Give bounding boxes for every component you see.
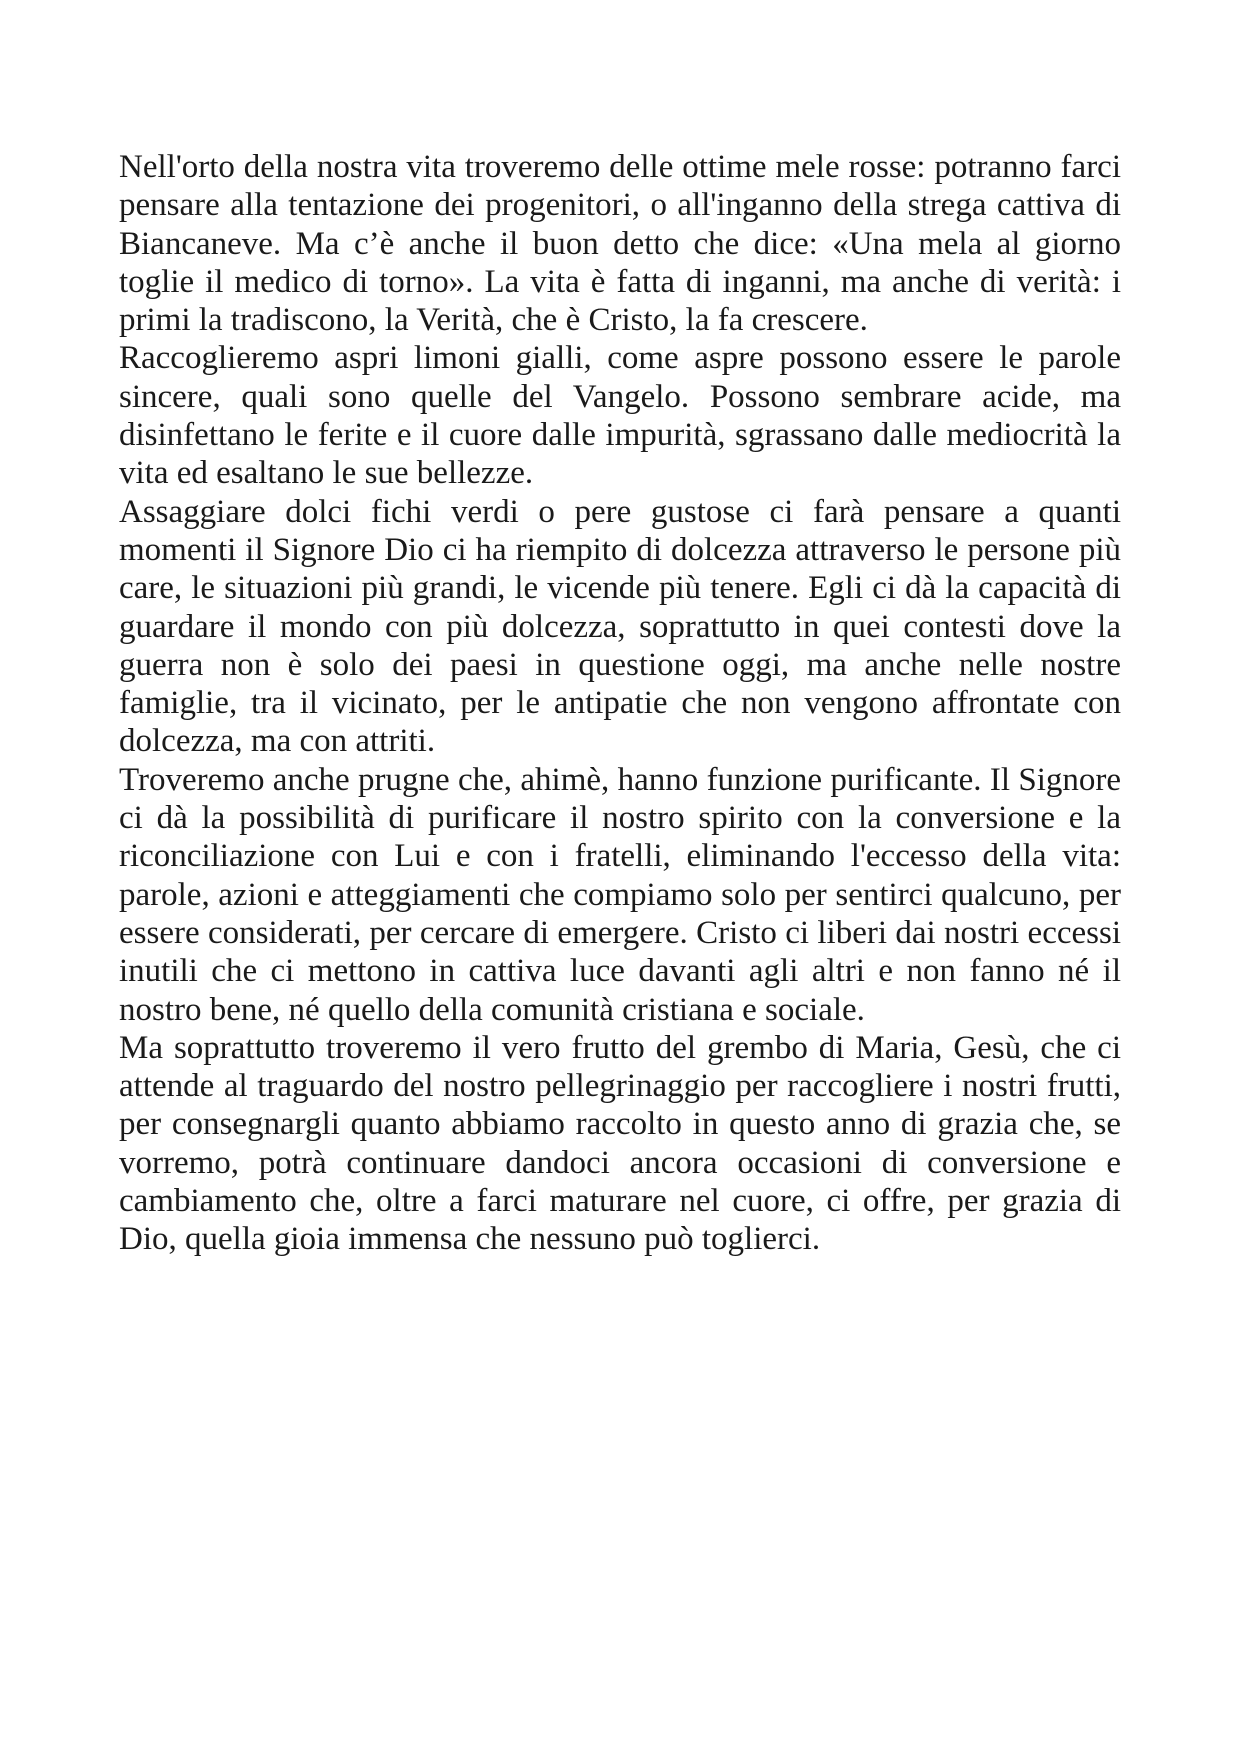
body-text [119,148,1121,1259]
paragraph-lemons: Raccoglieremo aspri limoni gialli, come aspre possono essere le parole sincere, quali sono quelle del Vangelo. Possono sembrare acide, ma disinfettano le ferite e il cuore dalle impurità, sgrassano dalle mediocrità la vita ed esaltano le sue bellezze. [119,340,1121,492]
paragraph-apples: Nell'orto della nostra vita troveremo delle ottime mele rosse: potranno farci pensare alla tentazione dei progenitori, o all'inganno della strega cattiva di Biancaneve. Ma c’è anche il buon detto che dice: «Una mela al giorno toglie il medico di torno». La vita è fatta di inganni, ma anche di verità: i primi la tradiscono, la Verità, che è Cristo, la fa crescere. [119,149,1121,339]
paragraph-fruit-of-womb: Ma soprattutto troveremo il vero frutto del grembo di Maria, Gesù, che ci attende al traguardo del nostro pellegrinaggio per raccogliere i nostri frutti, per consegnargli quanto abbiamo raccolto in questo anno di grazia che, se vorremo, potrà continuare dandoci ancora occasioni di conversione e cambiamento che, oltre a farci maturare nel cuore, ci offre, per grazia di Dio, quella gioia immensa che nessuno può toglierci. [119,1029,1121,1258]
paragraph-plums: Troveremo anche prugne che, ahimè, hanno funzione purificante. Il Signore ci dà la possibilità di purificare il nostro spirito con la conversione e la riconciliazione con Lui e con i fratelli, eliminando l'eccesso della vita: parole, azioni e atteggiamenti che compiamo solo per sentirci qualcuno, per essere considerati, per cercare di emergere. Cristo ci liberi dai nostri eccessi inutili che ci mettono in cattiva luce davanti agli altri e non fanno né il nostro bene, né quello della comunità cristiana e sociale. [119,761,1121,1028]
paragraph-figs-pears: Assaggiare dolci fichi verdi o pere gustose ci farà pensare a quanti momenti il Signore Dio ci ha riempito di dolcezza attraverso le persone più care, le situazioni più grandi, le vicende più tenere. Egli ci dà la capacità di guardare il mondo con più dolcezza, soprattutto in quei contesti dove la guerra non è solo dei paesi in questione oggi, ma anche nelle nostre famiglie, tra il vicinato, per le antipatie che non vengono affrontate con dolcezza, ma con attriti. [119,493,1121,760]
